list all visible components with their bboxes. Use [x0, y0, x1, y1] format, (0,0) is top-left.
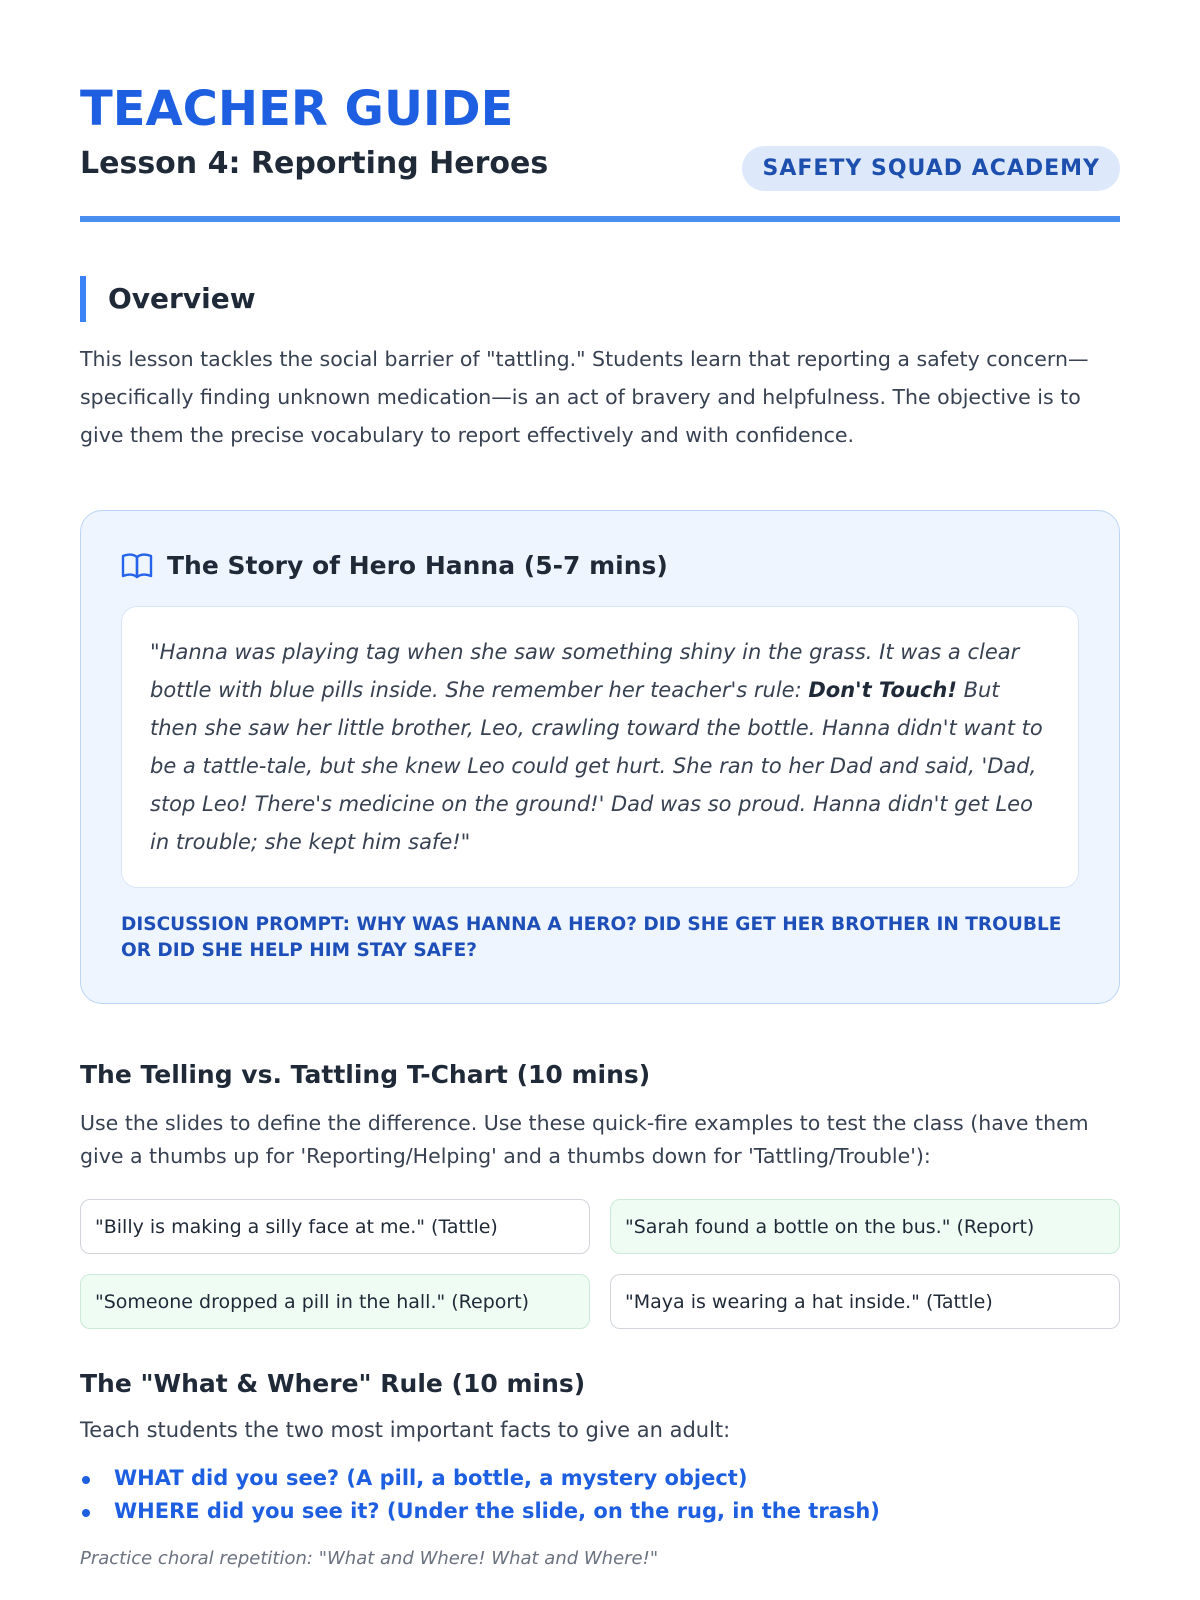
list-item-what: WHAT did you see? (A pill, a bottle, a mystery object): [80, 1462, 1120, 1495]
what-where-list: [80, 1462, 1120, 1528]
what-where-intro: Teach students the two most important facts to give an adult:: [80, 1418, 731, 1442]
lesson-title: Lesson 4: Reporting Heroes: [80, 146, 549, 181]
example-card-report: "Sarah found a bottle on the bus." (Report): [610, 1199, 1120, 1254]
story-heading-row: [121, 551, 1079, 580]
document-title: TEACHER GUIDE: [80, 81, 514, 137]
page-header: [80, 0, 1120, 222]
example-card-report: "Someone dropped a pill in the hall." (Report): [80, 1274, 590, 1329]
story-quote-emphasis: Don't Touch!: [808, 678, 957, 702]
tchart-heading: The Telling vs. Tattling T-Chart (10 mins): [80, 1060, 651, 1089]
story-quote: [121, 606, 1079, 888]
academy-badge: SAFETY SQUAD ACADEMY: [742, 146, 1120, 191]
tchart-instructions: Use the slides to define the difference. Use these quick-fire examples to test the class (have them give a thumbs up for 'Reporting/Helping' and a thumbs down for 'Tattling/Trouble'):: [80, 1111, 1089, 1168]
tchart-section: [80, 1060, 1120, 1329]
story-heading: The Story of Hero Hanna (5-7 mins): [167, 551, 668, 580]
list-item-where: WHERE did you see it? (Under the slide, on the rug, in the trash): [80, 1495, 1120, 1528]
discussion-prompt: DISCUSSION PROMPT: WHY WAS HANNA A HERO? DID SHE GET HER BROTHER IN TROUBLE OR DID SHE HELP HIM STAY SAFE?: [121, 914, 1062, 961]
example-grid: [80, 1199, 1120, 1329]
story-card: [80, 510, 1120, 1004]
story-quote-end: But then she saw her little brother, Leo, crawling toward the bottle. Hanna didn't want to be a tattle-tale, but she knew Leo could get hurt. She ran to her Dad and said, 'Dad, stop Leo! There's medicine on the ground!' Dad was so proud. Hanna didn't get Leo in trouble; she kept him safe!": [150, 678, 1043, 854]
example-card-tattle: "Billy is making a silly face at me." (Tattle): [80, 1199, 590, 1254]
what-where-section: [80, 1369, 1120, 1569]
example-card-tattle: "Maya is wearing a hat inside." (Tattle): [610, 1274, 1120, 1329]
overview-heading: Overview: [80, 276, 1120, 322]
overview-text: This lesson tackles the social barrier of "tattling." Students learn that reporting a safety concern—specifically finding unknown medication—is an act of bravery and helpfulness. The objective is to give them the precise vocabulary to report effectively and with confidence.: [80, 347, 1089, 447]
story-quote-start: "Hanna was playing tag when she saw something shiny in the grass. It was a clear bottle with blue pills inside. She remember her teacher's rule:: [150, 640, 1020, 702]
book-open-icon: [121, 552, 153, 580]
overview-section: [80, 276, 1120, 454]
what-where-heading: The "What & Where" Rule (10 mins): [80, 1369, 586, 1398]
practice-note: Practice choral repetition: "What and Where! What and Where!": [80, 1548, 659, 1569]
